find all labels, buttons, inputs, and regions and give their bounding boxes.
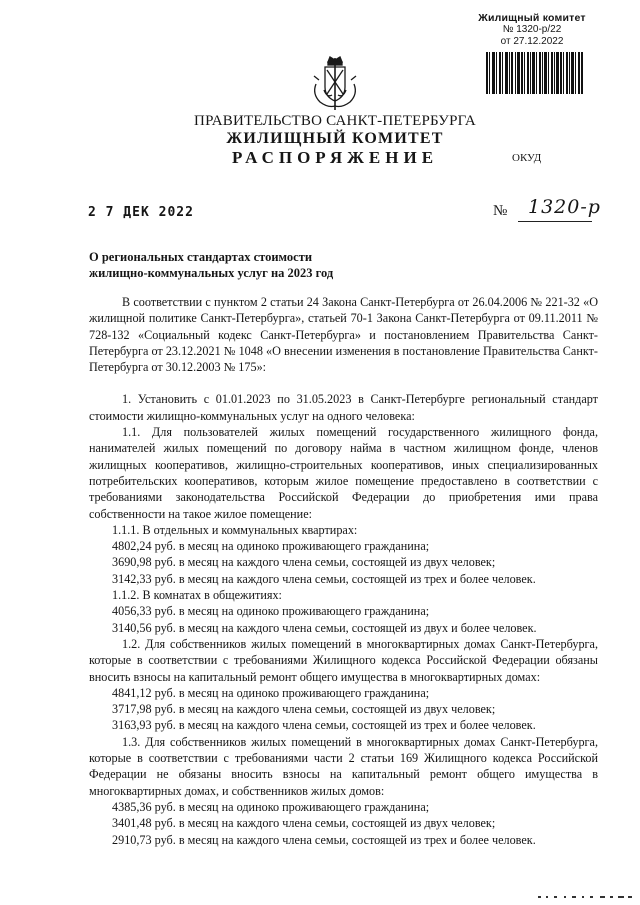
document-number-label: № xyxy=(493,203,508,219)
barcode xyxy=(486,52,584,94)
committee-heading: ЖИЛИЩНЫЙ КОМИТЕТ xyxy=(226,130,444,147)
rate-line: 2910,73 руб. в месяц на каждого члена семьи, состоящей из трех и более человек. xyxy=(112,832,536,847)
document-subject xyxy=(89,249,333,281)
rate-line: 4385,36 руб. в месяц на одиноко проживающего гражданина; xyxy=(112,799,430,814)
scan-artifact xyxy=(538,893,638,901)
clause-1: 1. Установить с 01.01.2023 по 31.05.2023 в Санкт-Петербурге региональный стандарт стоимости жилищно-коммунальных услуг на одного человека: xyxy=(89,392,598,423)
rate-line: 3401,48 руб. в месяц на каждого члена семьи, состоящей из двух человек; xyxy=(112,816,496,831)
rate-line: 3163,93 руб. в месяц на каждого члена семьи, состоящей из трех и более человек. xyxy=(112,718,536,733)
okud-label: ОКУД xyxy=(512,152,542,164)
number-underline xyxy=(518,221,592,222)
subject-line: жилищно-коммунальных услуг на 2023 год xyxy=(89,266,334,280)
rate-line: 3717,98 руб. в месяц на каждого члена семьи, состоящей из двух человек; xyxy=(112,702,496,717)
rate-line: 4802,24 руб. в месяц на одиноко проживающего гражданина; xyxy=(112,539,430,554)
subject-line: О региональных стандартах стоимости xyxy=(89,250,313,264)
registration-stamp xyxy=(470,12,594,48)
government-heading: ПРАВИТЕЛЬСТВО САНКТ-ПЕТЕРБУРГА xyxy=(194,113,476,129)
rate-line: 4056,33 руб. в месяц на одиноко проживающего гражданина; xyxy=(112,604,430,619)
document-number-handwritten: 1320-р xyxy=(528,196,601,218)
rate-line: 3690,98 руб. в месяц на каждого члена семьи, состоящей из двух человек; xyxy=(112,555,496,570)
clause-1-2: 1.2. Для собственников жилых помещений в многоквартирных домах Санкт-Петербурга, которые в соответствии с требованиями Жилищного кодекса Российской Федерации обязаны вносить взносы на капитальный ремонт общего имущества в многоквартирных домах: xyxy=(89,636,598,684)
rate-line: 4841,12 руб. в месяц на одиноко проживающего гражданина; xyxy=(112,685,430,700)
clause-1-3: 1.3. Для собственников жилых помещений в многоквартирных домах Санкт-Петербурга, которые в соответствии с требованиями части 2 статьи 169 Жилищного кодекса Российской Федерации не обязаны вносить взносы на капитальный ремонт общего имущества в многоквартирных домах, и собственников жилых домов: xyxy=(89,734,598,798)
clause-1-1-2: 1.1.2. В комнатах в общежитиях: xyxy=(112,588,282,603)
clause-1-1-1: 1.1.1. В отдельных и коммунальных квартирах: xyxy=(112,522,358,537)
rate-line: 3142,33 руб. в месяц на каждого члена семьи, состоящей из трех и более человек. xyxy=(112,571,536,586)
preamble-paragraph: В соответствии с пунктом 2 статьи 24 Закона Санкт-Петербурга от 26.04.2006 № 221-32 «О жилищной политике Санкт-Петербурга», статьей 70-1 Закона Санкт-Петербурга от 09.11.2011 № 728-132 «Социальный кодекс Санкт-Петербурга» и постановлением Правительства Санкт-Петербурга от 23.12.2021 № 1048 «О внесении изменения в постановление Правительства Санкт-Петербурга от 30.12.2003 № 175»: xyxy=(89,295,598,375)
coat-of-arms-emblem xyxy=(306,54,364,114)
stamp-reg-number: № 1320-р/22 xyxy=(502,24,562,35)
rate-line: 3140,56 руб. в месяц на каждого члена семьи, состоящей из двух и более человек. xyxy=(112,620,537,635)
stamp-reg-date: от 27.12.2022 xyxy=(500,36,564,47)
stamp-org: Жилищный комитет xyxy=(478,12,586,24)
document-type-heading: РАСПОРЯЖЕНИЕ xyxy=(231,148,439,167)
document-body xyxy=(89,294,598,848)
clause-1-1: 1.1. Для пользователей жилых помещений государственного жилищного фонда, нанимателей жилых помещений по договору найма в частном жилищном фонде, членов жилищных кооперативов, жилищно-строительных кооперативов, иных специализированных потребительских кооперативов, которым жилое помещение предоставлено в соответствии с требованиями законодательства Российской Федерации до приобретения ими права собственности на такое жилое помещение: xyxy=(89,425,598,521)
document-date: 2 7 ДЕК 2022 xyxy=(88,205,194,220)
